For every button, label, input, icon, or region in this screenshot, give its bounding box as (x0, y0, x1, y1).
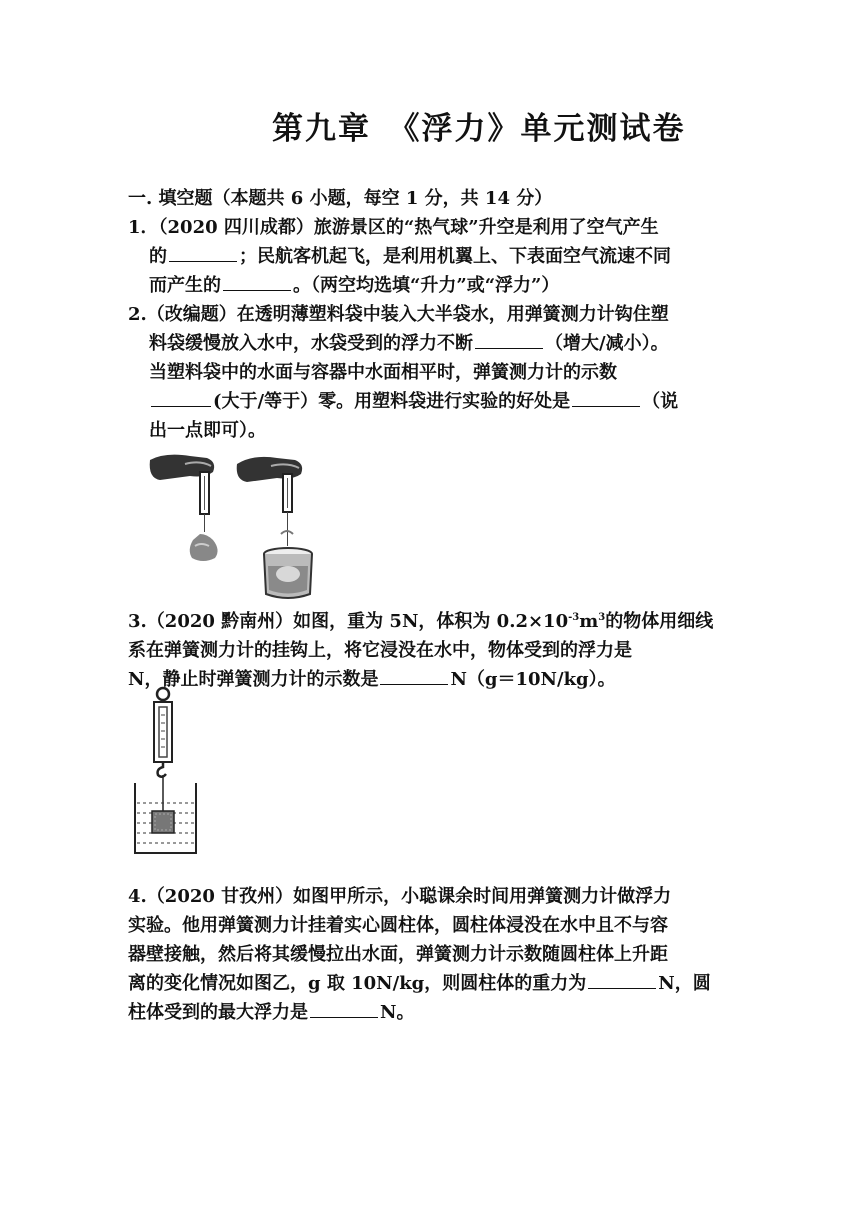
q2-line1: 2.（改编题）在透明薄塑料袋中装入大半袋水，用弹簧测力计钩住塑 (128, 304, 669, 325)
exponent: 3 (598, 612, 606, 623)
q4-text: 柱体受到的最大浮力是 (128, 1002, 308, 1023)
question-4 (128, 882, 738, 1027)
answer-blank (475, 330, 543, 349)
q2-line4 (128, 387, 731, 416)
q1-line1: 1．（2020 四川成都）旅游景区的“热气球”升空是利用了空气产生 (128, 217, 659, 238)
question-2 (128, 300, 731, 445)
left-hand-scale-icon (150, 455, 218, 561)
answer-blank (223, 272, 291, 291)
answer-blank (169, 243, 237, 262)
q4-text: N，圆 (658, 973, 711, 994)
q1-text: 而产生的 (149, 275, 221, 296)
answer-blank (588, 970, 656, 989)
page-title: 第九章 《浮力》单元测试卷 (272, 111, 686, 147)
q4-line5 (128, 998, 738, 1027)
answer-blank (572, 388, 640, 407)
q2-text: （说 (642, 391, 679, 412)
q4-text: N。 (380, 1002, 415, 1023)
q4-line3: 器壁接触，然后将其缓慢拉出水面，弹簧测力计示数随圆柱体上升距 (128, 944, 668, 965)
q1-text: 的 (149, 246, 167, 267)
q2-line5: 出一点即可）。 (149, 420, 266, 441)
spring-scale-bag-figure (145, 450, 315, 600)
answer-blank (310, 999, 378, 1018)
q2-text: （增大/减小）。 (545, 333, 669, 354)
exponent: -3 (568, 612, 580, 623)
scale-body-icon (154, 702, 172, 762)
q3-text: m (579, 611, 599, 632)
q3-line1 (128, 603, 738, 636)
question-3 (128, 603, 738, 694)
question-1 (128, 213, 731, 300)
spring-scale-beaker-figure (130, 685, 200, 857)
q3-text: 3.（2020 黔南州）如图，重为 5N，体积为 0.2×10 (128, 611, 569, 632)
q1-text: 。（两空均选填“升力”或“浮力”） (293, 275, 560, 296)
q1-text: ；民航客机起飞，是利用机翼上、下表面空气流速不同 (239, 246, 671, 267)
answer-blank (380, 666, 448, 685)
q2-text: (大于/等于）零。用塑料袋进行实验的好处是 (213, 391, 571, 412)
q3-line3 (128, 665, 738, 694)
q4-line4 (128, 969, 738, 998)
q2-text: 料袋缓慢放入水中，水袋受到的浮力不断 (149, 333, 473, 354)
q4-line1: 4.（2020 甘孜州）如图甲所示，小聪课余时间用弹簧测力计做浮力 (128, 886, 672, 907)
hook-icon (158, 762, 166, 777)
q2-line3: 当塑料袋中的水面与容器中水面相平时，弹簧测力计的示数 (149, 362, 617, 383)
q2-line2 (128, 329, 731, 358)
q4-line2: 实验。他用弹簧测力计挂着实心圆柱体，圆柱体浸没在水中且不与容 (128, 915, 668, 936)
q4-text: 离的变化情况如图乙，g 取 10N/kg，则圆柱体的重力为 (128, 973, 587, 994)
beaker-icon (264, 548, 312, 598)
q3-text: N（g＝10N/kg）。 (450, 669, 616, 690)
q3-text: 的物体用细线 (605, 611, 714, 632)
answer-blank (151, 388, 211, 407)
ring-icon (157, 688, 169, 700)
q1-line3 (128, 271, 731, 300)
section-heading: 一. 填空题（本题共 6 小题，每空 1 分，共 14 分） (128, 188, 553, 209)
q3-line2: 系在弹簧测力计的挂钩上，将它浸没在水中，物体受到的浮力是 (128, 640, 632, 661)
q3-text: N，静止时弹簧测力计的示数是 (128, 669, 379, 690)
right-hand-scale-icon (237, 457, 302, 546)
q1-line2 (128, 242, 731, 271)
